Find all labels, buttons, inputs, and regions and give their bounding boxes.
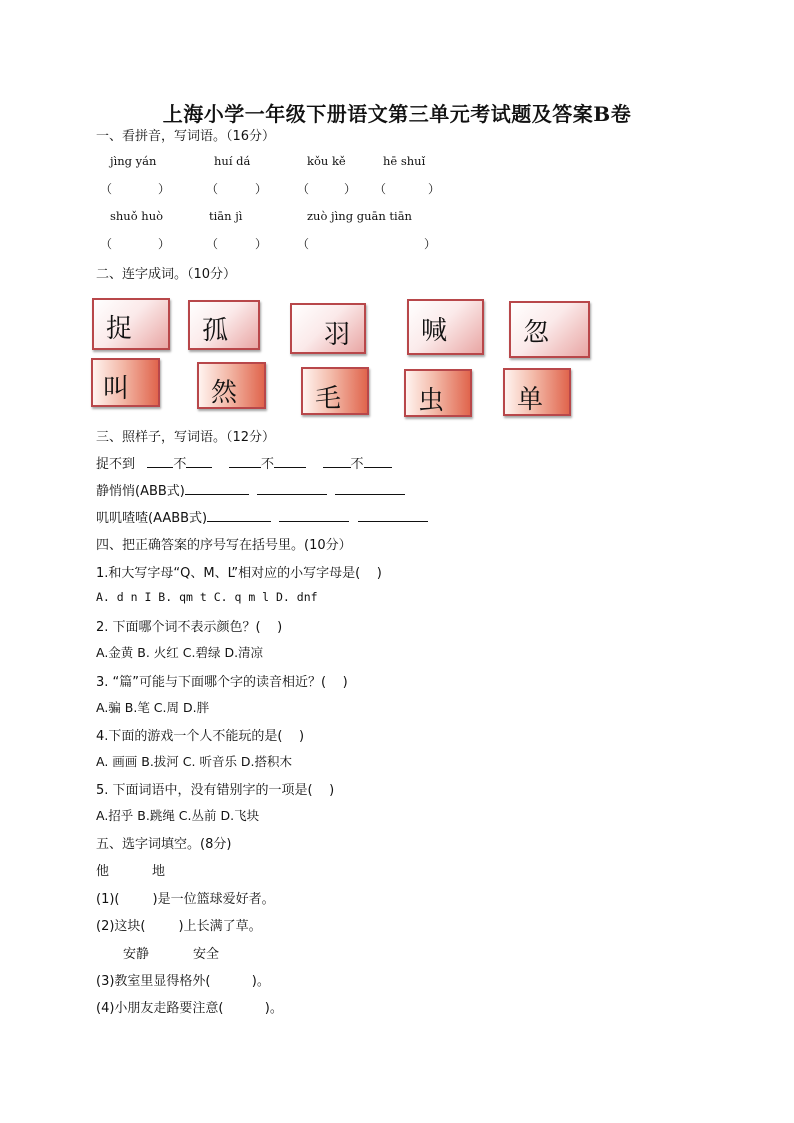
answer-blank	[257, 482, 327, 495]
char-card	[188, 300, 260, 350]
question-4: 4.下面的游戏一个人不能玩的是( )	[96, 729, 305, 744]
char-card-text: 单	[517, 385, 544, 415]
answer-paren-open: （	[297, 182, 310, 196]
options-4: A. 画画 B.拔河 C. 听音乐 D.搭积木	[96, 754, 293, 769]
example-line-1	[96, 453, 392, 472]
answer-blank	[279, 509, 349, 522]
char-card	[404, 369, 472, 417]
answer-paren-close: ）	[344, 182, 357, 196]
answer-paren-close: ）	[158, 237, 171, 251]
options-3: A.骗 B.笔 C.周 D.胖	[96, 700, 210, 715]
fill-sentence-1: (1)( )是一位篮球爱好者。	[96, 892, 275, 907]
answer-blank	[186, 455, 212, 468]
question-3: 3. “篇”可能与下面哪个字的读音相近？( )	[96, 675, 348, 690]
bu-char: 不	[350, 457, 364, 472]
pinyin-3: kǒu kě	[307, 154, 346, 168]
word-choice-2: 地	[152, 864, 166, 879]
answer-blank	[274, 455, 306, 468]
options-2: A.金黄 B. 火红 C.碧绿 D.清凉	[96, 645, 264, 660]
pinyin-6: tiān jì	[209, 209, 243, 223]
fill-sentence-2: (2)这块( )上长满了草。	[96, 919, 262, 934]
section5-heading: 五、选字词填空。(8分)	[96, 837, 232, 852]
options-5: A.招乎 B.跳绳 C.丛前 D.飞块	[96, 808, 260, 823]
char-card	[290, 303, 366, 354]
answer-paren-open: （	[297, 237, 310, 251]
char-card	[301, 367, 369, 415]
example-label: 捉不到	[96, 457, 136, 472]
answer-blank	[364, 455, 392, 468]
char-card-text: 然	[211, 378, 238, 408]
answer-blank	[335, 482, 405, 495]
bu-char: 不	[260, 457, 274, 472]
example-line-2	[96, 480, 405, 499]
answer-blank	[185, 482, 249, 495]
answer-paren-close: ）	[255, 182, 268, 196]
question-1: 1.和大写字母“Q、M、L”相对应的小写字母是( )	[96, 566, 382, 581]
answer-paren-close: ）	[158, 182, 171, 196]
char-card-text: 虫	[418, 386, 445, 416]
char-card	[407, 299, 484, 355]
answer-blank	[229, 455, 261, 468]
char-card	[197, 362, 266, 409]
section2-heading: 二、连字成词。（10分）	[96, 267, 237, 282]
section3-heading: 三、照样子，写词语。（12分）	[96, 430, 276, 445]
answer-blank	[207, 509, 271, 522]
section1-heading: 一、看拼音，写词语。（16分）	[96, 129, 276, 144]
example-label: 静悄悄(ABB式)	[96, 484, 185, 499]
section4-heading: 四、把正确答案的序号写在括号里。(10分）	[96, 538, 352, 553]
char-card-text: 喊	[421, 316, 448, 346]
example-line-3	[96, 507, 428, 526]
answer-paren-open: （	[100, 237, 113, 251]
answer-paren-open: （	[206, 182, 219, 196]
fill-sentence-4: (4)小朋友走路要注意( )。	[96, 1001, 283, 1016]
char-card	[509, 301, 590, 358]
bu-char: 不	[173, 457, 187, 472]
answer-paren-open: （	[100, 182, 113, 196]
answer-blank	[147, 455, 173, 468]
question-5: 5. 下面词语中，没有错别字的一项是( )	[96, 783, 335, 798]
pinyin-4: hē shuǐ	[383, 154, 426, 168]
word-choice-1: 他	[96, 864, 110, 879]
answer-paren-open: （	[374, 182, 387, 196]
pinyin-2: huí dá	[214, 154, 251, 168]
char-card-text: 叫	[103, 374, 130, 404]
pinyin-7: zuò jìng guān tiān	[307, 209, 412, 223]
fill-sentence-3: (3)教室里显得格外( )。	[96, 974, 270, 989]
char-card	[503, 368, 571, 416]
char-card	[91, 358, 160, 407]
char-card-text: 孤	[202, 316, 229, 346]
pinyin-5: shuǒ huò	[110, 209, 164, 223]
word-choice-3: 安静	[123, 947, 150, 962]
char-card-text: 捉	[106, 314, 133, 344]
answer-paren-open: （	[206, 237, 219, 251]
char-card	[92, 298, 170, 350]
options-1: A. d n I B. qm t C. q m l D. dnf	[96, 590, 318, 604]
answer-paren-close: ）	[424, 237, 437, 251]
pinyin-1: jìng yán	[110, 154, 157, 168]
question-2: 2. 下面哪个词不表示颜色？( )	[96, 620, 283, 635]
answer-blank	[358, 509, 428, 522]
example-label: 叽叽喳喳(AABB式)	[96, 511, 208, 526]
char-card-text: 毛	[315, 384, 342, 414]
answer-paren-close: ）	[255, 237, 268, 251]
char-card-text: 羽	[324, 320, 351, 350]
answer-blank	[323, 455, 351, 468]
char-card-text: 忽	[523, 318, 550, 348]
answer-paren-close: ）	[428, 182, 441, 196]
page-title: 上海小学一年级下册语文第三单元考试题及答案B卷	[162, 102, 632, 126]
word-choice-4: 安全	[193, 947, 220, 962]
